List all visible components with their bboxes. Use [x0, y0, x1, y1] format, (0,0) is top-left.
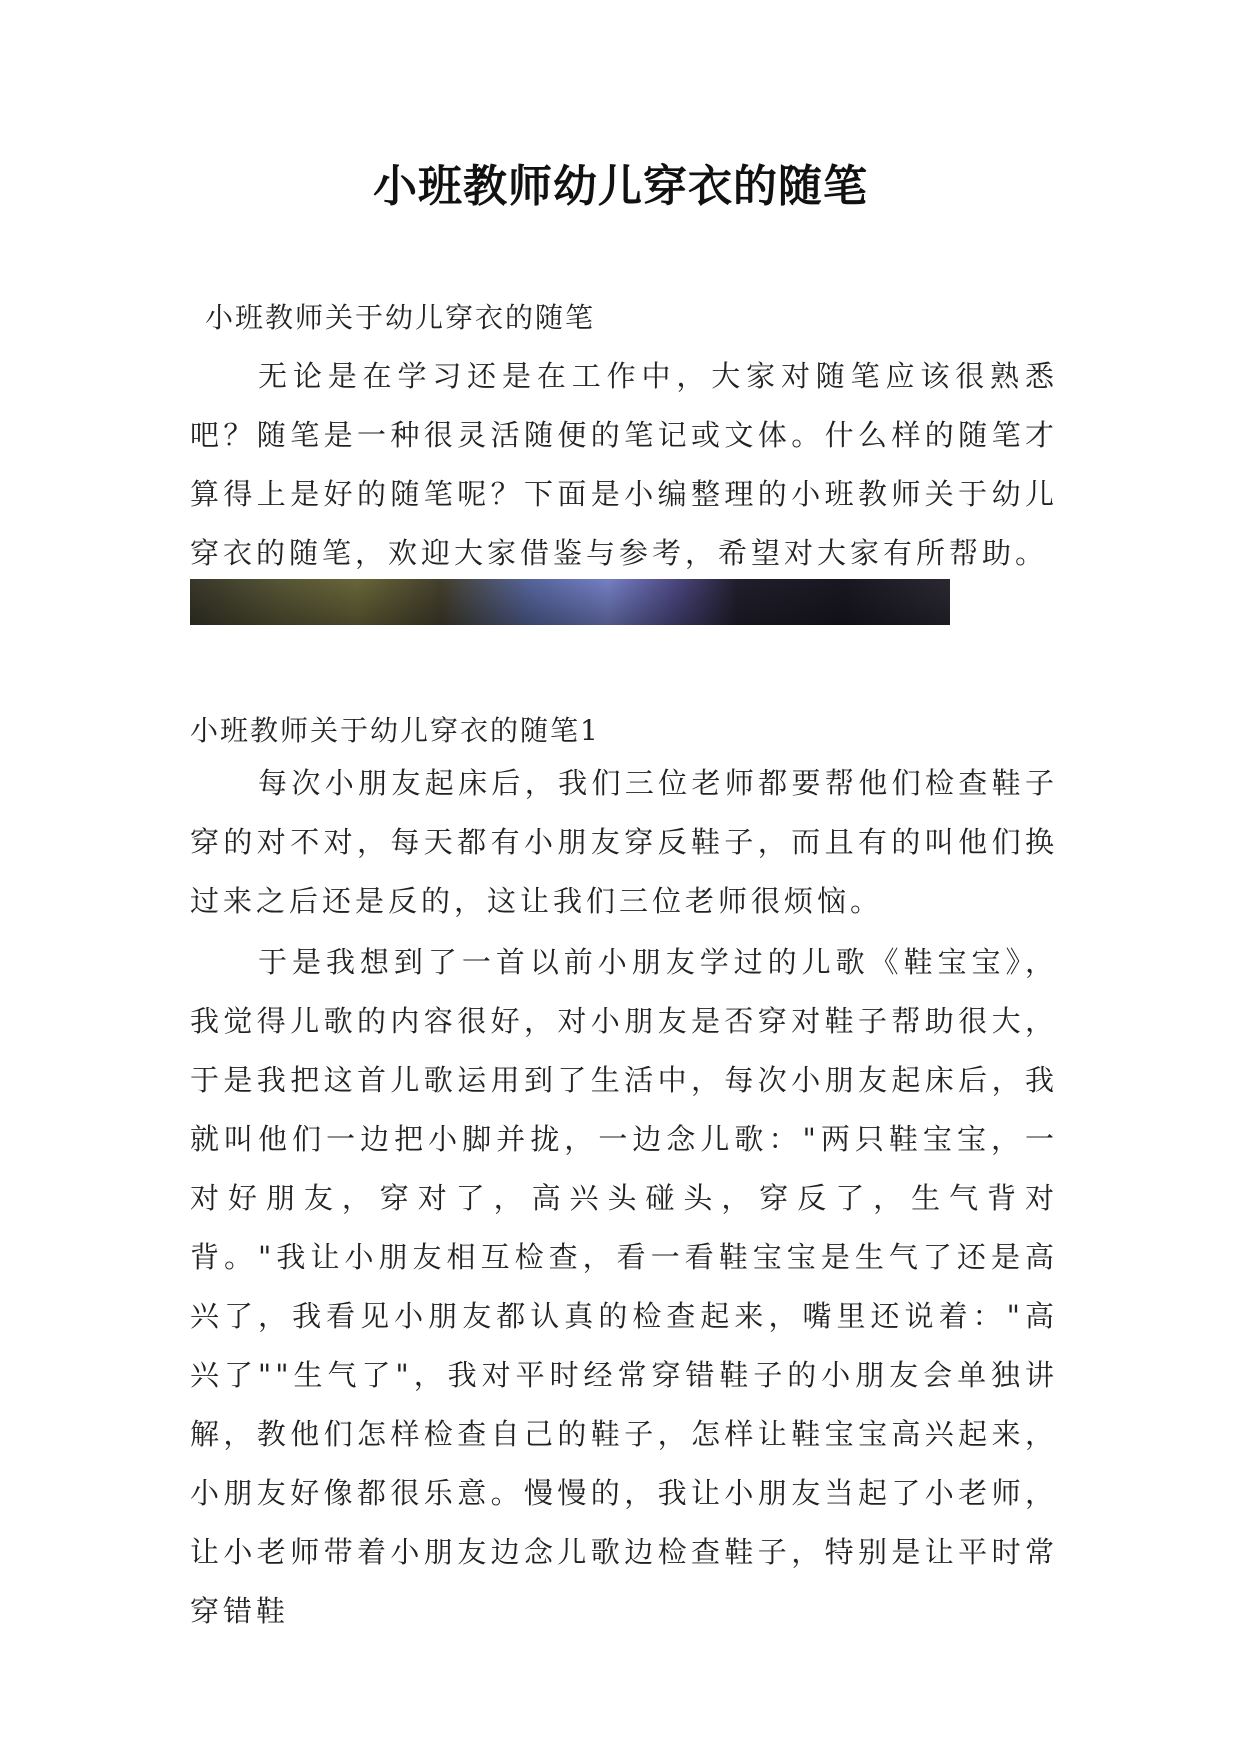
document-subtitle: 小班教师关于幼儿穿衣的随笔 — [205, 301, 596, 334]
intro-paragraph: 无论是在学习还是在工作中，大家对随笔应该很熟悉吧？随笔是一种很灵活随便的笔记或文体。什么样的随笔才算得上是好的随笔呢？下面是小编整理的小班教师关于幼儿穿衣的随笔，欢迎大家借鉴与参考，希望对大家有所帮助。 — [190, 359, 1058, 570]
photo-shade — [190, 579, 950, 625]
photo-strip-image — [190, 579, 950, 625]
document-title: 小班教师幼儿穿衣的随笔 — [373, 161, 868, 212]
section-title: 小班教师关于幼儿穿衣的随笔1 — [190, 714, 600, 747]
body-paragraph-2: 于是我想到了一首以前小朋友学过的儿歌《鞋宝宝》，我觉得儿歌的内容很好，对小朋友是否穿对鞋子帮助很大，于是我把这首儿歌运用到了生活中，每次小朋友起床后，我就叫他们一边把小脚并拢，一边念儿歌："两只鞋宝宝，一对好朋友，穿对了，高兴头碰头，穿反了，生气背对背。"我让小朋友相互检查，看一看鞋宝宝是生气了还是高兴了，我看见小朋友都认真的检查起来，嘴里还说着："高兴了""生气了"，我对平时经常穿错鞋子的小朋友会单独讲解，教他们怎样检查自己的鞋子，怎样让鞋宝宝高兴起来，小朋友好像都很乐意。慢慢的，我让小朋友当起了小老师，让小老师带着小朋友边念儿歌边检查鞋子，特别是让平时常穿错鞋 — [190, 945, 1058, 1628]
body-paragraph-1: 每次小朋友起床后，我们三位老师都要帮他们检查鞋子穿的对不对，每天都有小朋友穿反鞋子，而且有的叫他们换过来之后还是反的，这让我们三位老师很烦恼。 — [190, 766, 1058, 918]
